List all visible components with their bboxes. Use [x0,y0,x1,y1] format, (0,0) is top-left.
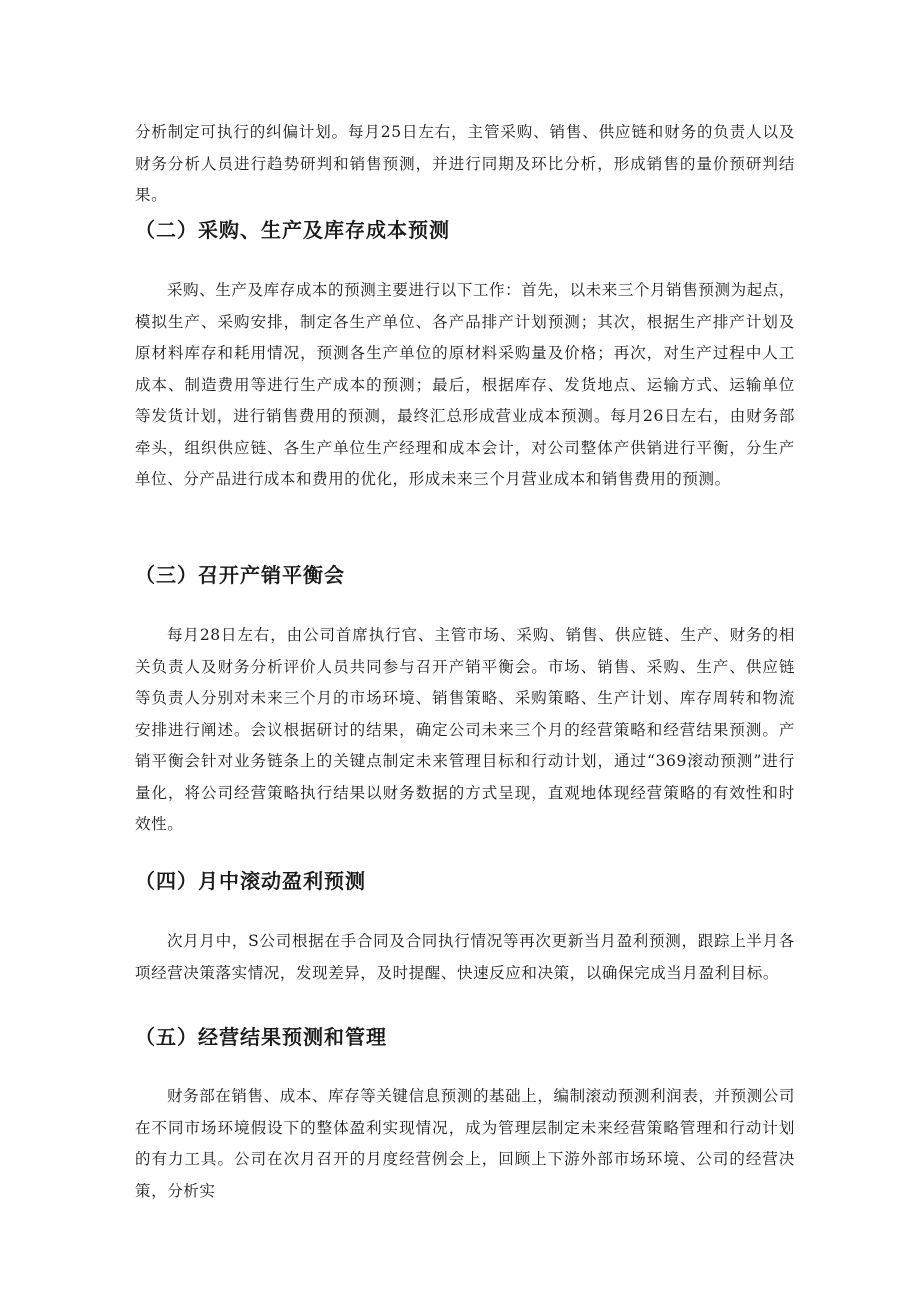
paragraph-sales-forecast-end [135,117,795,212]
paragraph-results-forecast [135,1081,795,1207]
paragraph-balance-meeting [135,620,795,841]
paragraph-mid-month-forecast [135,926,795,989]
paragraph-text: 采购、生产及库存成本的预测主要进行以下工作：首先，以未来三个月销售预测为起点，模拟生产、采购安排，制定各生产单位、各产品排产计划预测；其次，根据生产排产计划及原材料库存和耗用情况，预测各生产单位的原材料采购量及价格；再次，对生产过程中人工成本、制造费用等进行生产成本的预测；最后，根据库存、发货地点、运输方式、运输单位等发货计划，进行销售费用的预测，最终汇总形成营业成本预测。每月26日左右，由财务部牵头，组织供应链、各生产单位生产经理和成本会计，对公司整体产供销进行平衡，分生产单位、分产品进行成本和费用的优化，形成未来三个月营业成本和销售费用的预测。 [135,281,795,488]
section-title: （三）召开产销平衡会 [135,563,345,587]
paragraph-text: 分析制定可执行的纠偏计划。每月25日左右，主管采购、销售、供应链和财务的负责人以及财务分析人员进行趋势研判和销售预测，并进行同期及环比分析，形成销售的量价预研判结果。 [135,123,795,204]
section-title: （四）月中滚动盈利预测 [135,869,366,893]
paragraph-text: 次月月中，S公司根据在手合同及合同执行情况等再次更新当月盈利预测，跟踪上半月各项经营决策落实情况，发现差异，及时提醒、快速反应和决策，以确保完成当月盈利目标。 [135,932,795,982]
section-heading-5 [135,1022,795,1052]
paragraph-text: 每月28日左右，由公司首席执行官、主管市场、采购、销售、供应链、生产、财务的相关负责人及财务分析评价人员共同参与召开产销平衡会。市场、销售、采购、生产、供应链等负责人分别对未来三个月的市场环境、销售策略、采购策略、生产计划、库存周转和物流安排进行阐述。会议根据研讨的结果，确定公司未来三个月的经营策略和经营结果预测。产销平衡会针对业务链条上的关键点制定未来管理目标和行动计划，通过“369滚动预测”进行量化，将公司经营策略执行结果以财务数据的方式呈现，直观地体现经营策略的有效性和时效性。 [135,626,795,833]
section-heading-4 [135,866,795,896]
section-title: （二）采购、生产及库存成本预测 [135,218,450,242]
paragraph-cost-forecast [135,275,795,496]
section-title: （五）经营结果预测和管理 [135,1025,387,1049]
paragraph-text: 财务部在销售、成本、库存等关键信息预测的基础上，编制滚动预测利润表，并预测公司在不同市场环境假设下的整体盈利实现情况，成为管理层制定未来经营策略管理和行动计划的有力工具。公司在次月召开的月度经营例会上，回顾上下游外部市场环境、公司的经营决策，分析实 [135,1087,795,1200]
section-heading-3 [135,560,795,590]
section-heading-2 [135,215,795,245]
